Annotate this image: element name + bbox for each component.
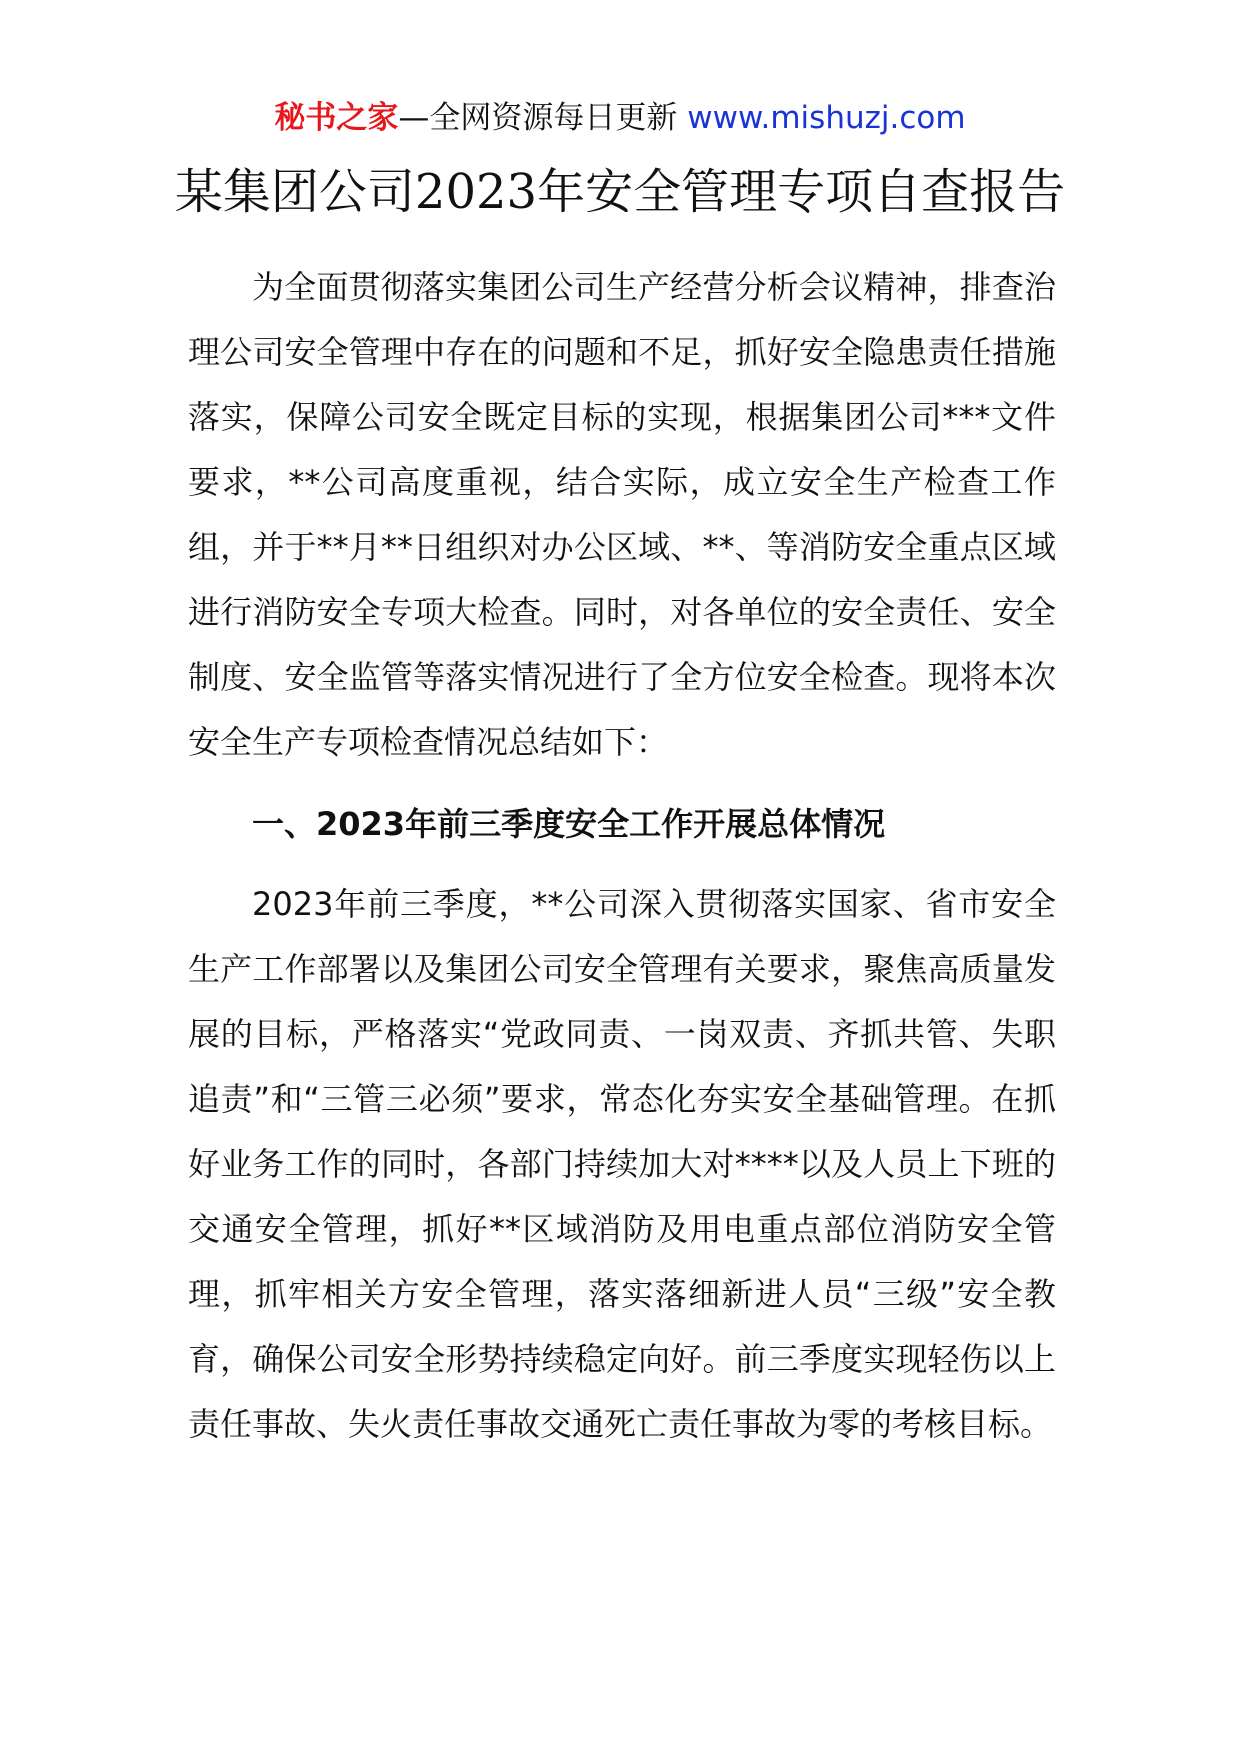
- section-1-paragraph: 2023年前三季度，**公司深入贯彻落实国家、省市安全生产工作部署以及集团公司安全管理有关要求，聚焦高质量发展的目标，严格落实“党政同责、一岗双责、齐抓共管、失职追责”和“三管三必须”要求，常态化夯实安全基础管理。在抓好业务工作的同时，各部门持续加大对****以及人员上下班的交通安全管理，抓好**区域消防及用电重点部位消防安全管理，抓牢相关方安全管理，落实落细新进人员“三级”安全教育，确保公司安全形势持续稳定向好。前三季度实现轻伤以上责任事故、失火责任事故交通死亡责任事故为零的考核目标。: [188, 885, 1056, 1443]
- title-year: 2023: [414, 164, 538, 220]
- site-url: www.mishuzj.com: [687, 100, 966, 136]
- intro-paragraph: 为全面贯彻落实集团公司生产经营分析会议精神，排查治理公司安全管理中存在的问题和不足，抓好安全隐患责任措施落实，保障公司安全既定目标的实现，根据集团公司***文件要求，**公司高度重视，结合实际，成立安全生产检查工作组，并于**月**日组织对办公区域、**、等消防安全重点区域进行消防安全专项大检查。同时，对各单位的安全责任、安全制度、安全监管等落实情况进行了全方位安全检查。现将本次安全生产专项检查情况总结如下：: [188, 268, 1056, 761]
- header-tagline: —全网资源每日更新: [398, 100, 688, 136]
- title-suffix: 年安全管理专项自查报告: [537, 164, 1066, 220]
- section-heading-1: 一、2023年前三季度安全工作开展总体情况: [252, 805, 886, 843]
- watermark-header: [0, 98, 1240, 138]
- document-title: [0, 160, 1240, 224]
- brand-name: 秘书之家: [274, 100, 399, 136]
- title-prefix: 某集团公司: [174, 164, 415, 220]
